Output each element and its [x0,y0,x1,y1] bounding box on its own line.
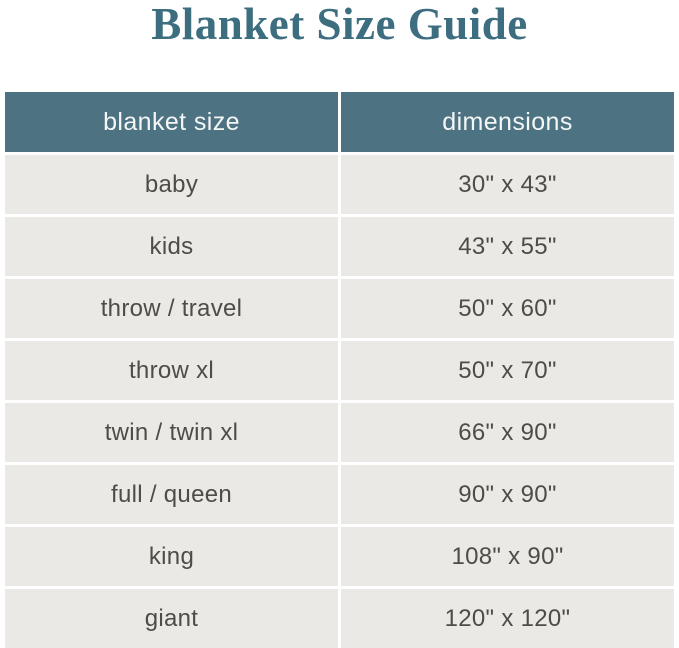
size-guide-table [5,92,674,648]
table-cell-dimensions-giant: 120" x 120" [341,589,674,648]
table-cell-dimensions-full-queen: 90" x 90" [341,465,674,524]
table-cell-dimensions-kids: 43" x 55" [341,217,674,276]
table-cell-size-twin-twin-xl: twin / twin xl [5,403,338,462]
table-cell-dimensions-throw-xl: 50" x 70" [341,341,674,400]
page-title: Blanket Size Guide [151,0,528,49]
table-cell-dimensions-king: 108" x 90" [341,527,674,586]
column-header-blanket-size: blanket size [5,92,338,152]
table-cell-size-giant: giant [5,589,338,648]
table-cell-size-throw-travel: throw / travel [5,279,338,338]
table-cell-size-kids: kids [5,217,338,276]
table-cell-dimensions-twin-twin-xl: 66" x 90" [341,403,674,462]
column-header-dimensions: dimensions [341,92,674,152]
table-cell-dimensions-throw-travel: 50" x 60" [341,279,674,338]
table-cell-size-full-queen: full / queen [5,465,338,524]
table-cell-size-king: king [5,527,338,586]
title-area [0,0,679,92]
table-cell-dimensions-baby: 30" x 43" [341,155,674,214]
table-cell-size-throw-xl: throw xl [5,341,338,400]
table-cell-size-baby: baby [5,155,338,214]
